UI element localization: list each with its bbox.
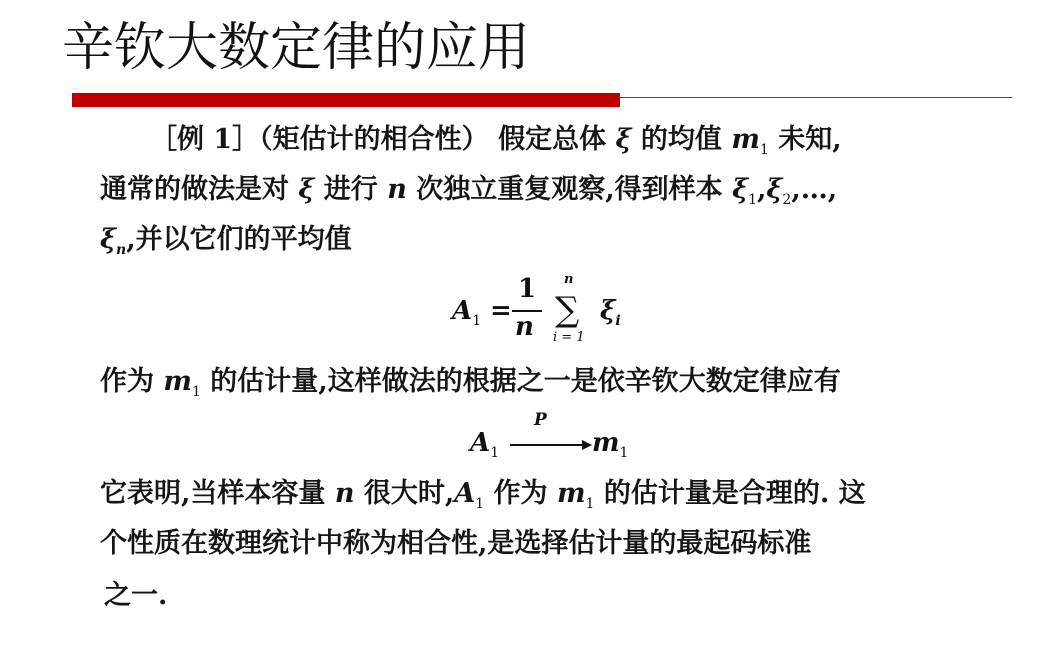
- A-subscript: 1: [475, 496, 485, 512]
- line2-mid: 进行: [314, 174, 388, 205]
- xi1-symbol: ξ: [732, 174, 749, 205]
- line1-tail: 未知,: [768, 124, 842, 155]
- xin-symbol: ξ: [100, 224, 116, 255]
- m-subscript: 1: [585, 496, 595, 512]
- xi-symbol: ξ: [298, 174, 315, 205]
- equals-sign: =: [490, 296, 512, 326]
- formula2-rhs-subscript: 1: [619, 445, 629, 461]
- sum-lower-limit: i = 1: [553, 330, 585, 345]
- convergence-formula: [462, 410, 642, 462]
- formula1-term-subscript: i: [615, 313, 621, 329]
- sum-upper-limit: n: [564, 272, 574, 287]
- xi2-symbol: ξ: [766, 174, 783, 205]
- line1-mid: 的均值: [631, 124, 732, 155]
- formula2-lhs-subscript: 1: [490, 445, 500, 461]
- line6-lead: 个性质在数理统计中称为: [100, 528, 397, 559]
- xi1-subscript: 1: [748, 192, 757, 208]
- text-line-7: 之一.: [104, 580, 168, 611]
- line2-tail: 次独立重复观察,得到样本: [406, 174, 733, 205]
- m-symbol: m: [556, 478, 586, 509]
- line2-lead: 通常的做法是对: [100, 174, 299, 205]
- arrow-label: P: [534, 410, 547, 430]
- text-line-5: [100, 476, 866, 522]
- xi2-subscript: 2: [782, 192, 792, 208]
- m-subscript: 1: [759, 142, 769, 158]
- formula1-lhs: $A_1$: [452, 296, 482, 329]
- fraction-numerator: 1: [518, 274, 537, 304]
- line5-mid: 很大时,: [354, 478, 455, 509]
- line5-tail: 的估计量是合理的. 这: [594, 478, 866, 509]
- formula2-lhs: $A_1$: [470, 428, 500, 461]
- formula1-lhs-subscript: 1: [472, 313, 482, 329]
- formula2-rhs: $m_1$: [592, 428, 629, 461]
- n-symbol: n: [334, 478, 355, 509]
- consistency-term: 相合性: [397, 528, 478, 559]
- line4-lead: 作为: [100, 366, 164, 397]
- line4-tail: 的估计量,这样做法的根据之一是依辛钦大数定律应有: [200, 366, 841, 397]
- line5-mid2: 作为: [484, 478, 557, 509]
- text-line-4: [100, 364, 841, 410]
- line1-lead: ［例 1］（矩估计的相合性） 假定总体: [150, 124, 616, 155]
- comma: ,: [756, 174, 767, 205]
- text-line-3: [100, 222, 352, 268]
- A-symbol: A: [454, 478, 476, 509]
- convergence-arrow-icon: [510, 438, 592, 452]
- text-line-6: [100, 526, 976, 562]
- title-underline-red: [72, 93, 620, 107]
- summation-symbol: ∑: [555, 290, 580, 330]
- m-symbol: m: [163, 366, 192, 397]
- slide-title: 辛钦大数定律的应用: [62, 18, 531, 78]
- line6-tail: ,是选择估计量的最起码标准: [478, 528, 812, 559]
- xin-subscript: n: [116, 242, 127, 258]
- fraction-denominator: n: [515, 312, 534, 342]
- m-symbol: m: [731, 124, 760, 155]
- line3-tail: ,并以它们的平均值: [126, 224, 352, 255]
- text-line-2: [100, 172, 837, 218]
- text-line-1: [150, 122, 842, 168]
- ellipsis: ,…,: [791, 174, 838, 205]
- formula1-term: $\xi_i$: [600, 296, 621, 329]
- m-subscript: 1: [191, 384, 201, 400]
- title-underline-thin: [620, 97, 1012, 98]
- mean-formula: [440, 272, 660, 348]
- n-symbol: n: [387, 174, 407, 205]
- xi-symbol: ξ: [615, 124, 632, 155]
- line5-lead: 它表明,当样本容量: [100, 478, 335, 509]
